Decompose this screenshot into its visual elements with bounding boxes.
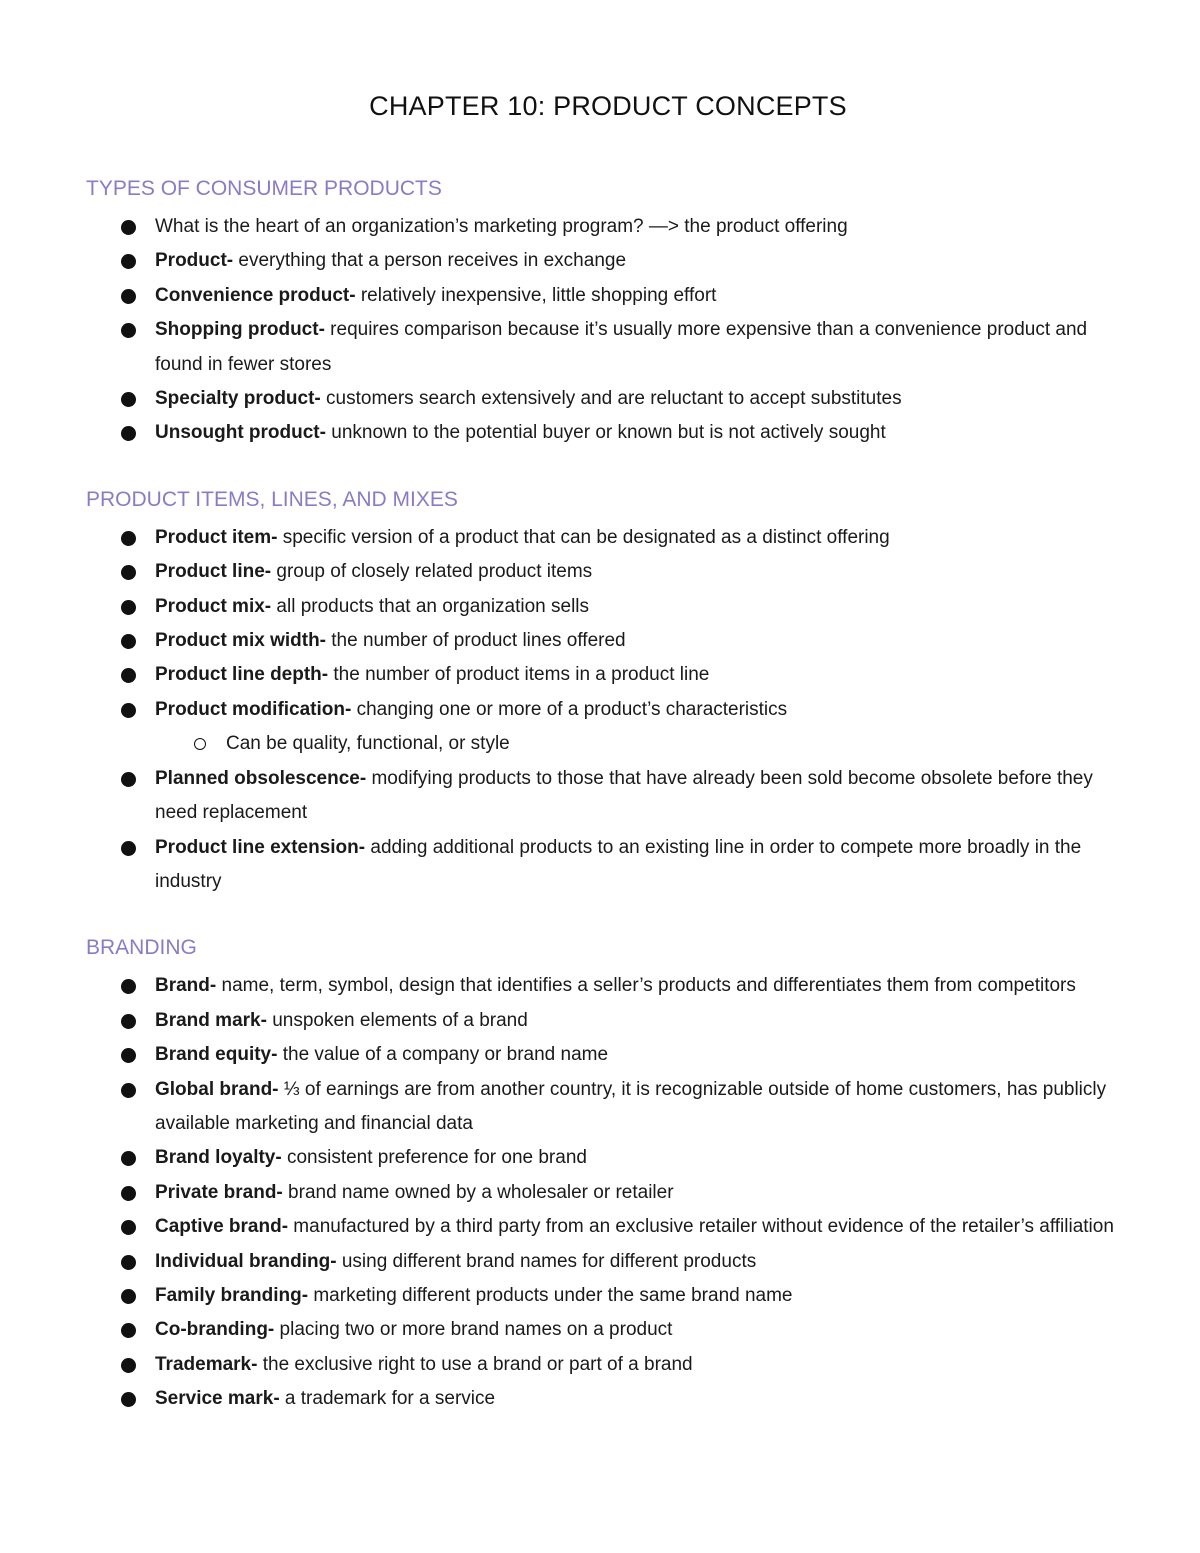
list-item	[86, 1382, 1130, 1416]
definition-text: ⅓ of earnings are from another country, it is recognizable outside of home customers, has publicly available marketing and financial data	[155, 1078, 1107, 1134]
list-item	[86, 1141, 1130, 1175]
term-label: Family branding-	[155, 1284, 309, 1306]
definition-text: brand name owned by a wholesaler or retailer	[282, 1181, 674, 1203]
term-label: Planned obsolescence-	[155, 767, 367, 789]
sub-list-item: Can be quality, functional, or style	[86, 727, 1130, 761]
list-item	[86, 1348, 1130, 1382]
sections-container	[86, 174, 1130, 1417]
term-label: Private brand-	[155, 1181, 283, 1203]
term-label: Product-	[155, 250, 234, 272]
term-label: Brand-	[155, 975, 217, 997]
list-item	[86, 210, 1130, 244]
definition-text: name, term, symbol, design that identifies a seller’s products and differentiates them from competitors	[216, 975, 1076, 997]
list-item	[86, 658, 1130, 692]
definition-text: marketing different products under the same brand name	[308, 1284, 793, 1306]
list-item	[86, 624, 1130, 658]
list-item	[86, 1176, 1130, 1210]
definition-text: specific version of a product that can be designated as a distinct offering	[277, 526, 890, 548]
list-item	[86, 279, 1130, 313]
term-label: Brand mark-	[155, 1009, 267, 1031]
section	[86, 485, 1130, 899]
term-label: Product line depth-	[155, 664, 329, 686]
definition-text: What is the heart of an organization’s marketing program? —> the product offering	[155, 216, 848, 237]
bullet-list	[86, 521, 1130, 899]
page-title: CHAPTER 10: PRODUCT CONCEPTS	[369, 91, 847, 121]
section-heading: PRODUCT ITEMS, LINES, AND MIXES	[86, 487, 458, 511]
definition-text: placing two or more brand names on a product	[274, 1319, 673, 1341]
term-label: Co-branding-	[155, 1319, 275, 1341]
bullet-list	[86, 210, 1130, 451]
term-label: Global brand-	[155, 1078, 279, 1100]
list-item	[86, 1004, 1130, 1038]
definition-text: the exclusive right to use a brand or part of a brand	[257, 1353, 693, 1375]
definition-text: unspoken elements of a brand	[266, 1009, 528, 1031]
term-label: Product item-	[155, 526, 278, 548]
term-label: Convenience product-	[155, 284, 356, 306]
section	[86, 933, 1130, 1416]
term-label: Service mark-	[155, 1388, 280, 1410]
term-label: Product mix-	[155, 595, 272, 617]
definition-text: modifying products to those that have already been sold become obsolete before they need replacement	[155, 767, 1093, 824]
term-label: Product line extension-	[155, 836, 366, 858]
definition-text: the number of product lines offered	[326, 630, 626, 652]
definition-text: all products that an organization sells	[271, 595, 590, 617]
definition-text: group of closely related product items	[271, 561, 593, 583]
definition-text: consistent preference for one brand	[281, 1147, 587, 1169]
list-item	[86, 1245, 1130, 1279]
list-item	[86, 969, 1130, 1003]
list-item	[86, 313, 1130, 382]
term-label: Product modification-	[155, 698, 352, 720]
definition-text: the value of a company or brand name	[277, 1044, 609, 1066]
definition-text: using different brand names for different products	[336, 1250, 757, 1272]
bullet-list	[86, 969, 1130, 1416]
definition-text: customers search extensively and are reluctant to accept substitutes	[320, 388, 902, 410]
list-item	[86, 590, 1130, 624]
list-item	[86, 693, 1130, 727]
list-item	[86, 831, 1130, 900]
section	[86, 174, 1130, 451]
definition-text: manufactured by a third party from an exclusive retailer without evidence of the retailer’s affiliation	[288, 1216, 1114, 1238]
term-label: Specialty product-	[155, 388, 321, 410]
definition-text: the number of product items in a product line	[328, 664, 710, 686]
list-item	[86, 1279, 1130, 1313]
list-item	[86, 1313, 1130, 1347]
list-item	[86, 382, 1130, 416]
list-item	[86, 1210, 1130, 1244]
definition-text: requires comparison because it’s usually more expensive than a convenience product and found in fewer stores	[155, 319, 1088, 375]
definition-text: unknown to the potential buyer or known but is not actively sought	[325, 422, 886, 444]
term-label: Product mix width-	[155, 630, 326, 652]
definition-text: a trademark for a service	[279, 1388, 496, 1410]
list-item	[86, 762, 1130, 831]
section-heading: BRANDING	[86, 936, 197, 960]
term-label: Brand equity-	[155, 1044, 278, 1066]
list-item	[86, 244, 1130, 278]
list-item	[86, 1073, 1130, 1142]
list-item	[86, 555, 1130, 589]
definition-text: changing one or more of a product’s characteristics	[351, 698, 788, 720]
term-label: Individual branding-	[155, 1250, 337, 1272]
term-label: Product line-	[155, 561, 272, 583]
list-item	[86, 416, 1130, 450]
term-label: Unsought product-	[155, 422, 326, 444]
definition-text: relatively inexpensive, little shopping effort	[355, 284, 717, 306]
term-label: Shopping product-	[155, 319, 325, 341]
list-item	[86, 1038, 1130, 1072]
term-label: Captive brand-	[155, 1216, 289, 1238]
list-item	[86, 521, 1130, 555]
definition-text: adding additional products to an existing line in order to compete more broadly in the industry	[155, 836, 1082, 892]
definition-text: everything that a person receives in exchange	[233, 250, 627, 272]
term-label: Brand loyalty-	[155, 1147, 282, 1169]
term-label: Trademark-	[155, 1353, 258, 1375]
section-heading: TYPES OF CONSUMER PRODUCTS	[86, 177, 442, 200]
